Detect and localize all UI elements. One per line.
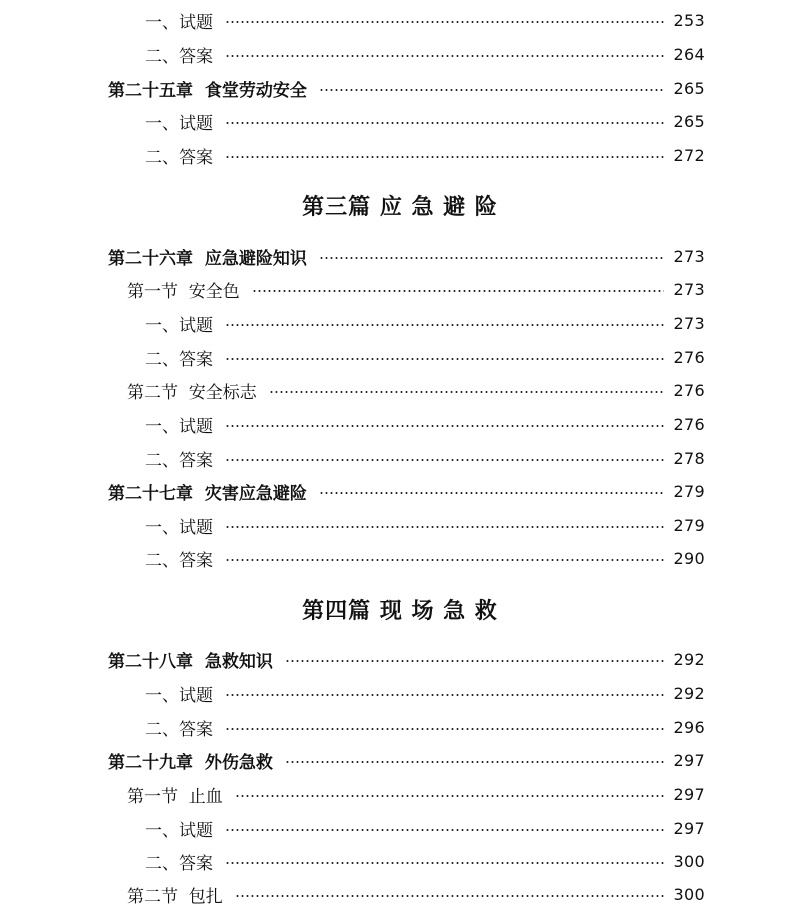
- toc-entry: [145, 508, 705, 542]
- toc-entry-title: 一、试题: [145, 685, 213, 706]
- toc-section-entry: [127, 877, 705, 911]
- dot-leader: [225, 829, 664, 831]
- toc-section-entry: [127, 373, 705, 407]
- toc-entry: [145, 37, 705, 71]
- toc-entry-title: 二、答案: [145, 349, 213, 370]
- toc-entry-title: 第二十七章 灾害应急避险: [108, 483, 307, 504]
- part-heading: 第三篇 应 急 避 险: [302, 195, 498, 220]
- dot-leader: [225, 21, 664, 23]
- toc-page-number: 292: [673, 683, 705, 703]
- toc-entry: [145, 811, 705, 845]
- toc-entry-title: 第二十六章 应急避险知识: [108, 248, 307, 269]
- toc-chapter-entry: [108, 743, 705, 777]
- dot-leader: [225, 728, 664, 730]
- toc-entry: [145, 407, 705, 441]
- dot-leader: [225, 55, 664, 57]
- toc-page-number: 300: [673, 851, 705, 871]
- toc-entry-title: 一、试题: [145, 12, 213, 33]
- toc-entry: [145, 340, 705, 374]
- toc-entry: [145, 441, 705, 475]
- toc-page-number: 290: [673, 548, 705, 568]
- toc-page-number: 276: [673, 380, 705, 400]
- dot-leader: [225, 862, 664, 864]
- toc-page-number: 265: [673, 111, 705, 131]
- dot-leader: [285, 660, 664, 662]
- dot-leader: [269, 391, 664, 393]
- dot-leader: [225, 694, 664, 696]
- dot-leader: [235, 795, 664, 797]
- dot-leader: [225, 425, 664, 427]
- toc-chapter-entry: [108, 239, 705, 273]
- toc-entry-title: 二、答案: [145, 853, 213, 874]
- toc-entry: [145, 104, 705, 138]
- toc-section-entry: [127, 777, 705, 811]
- toc-entry-title: 二、答案: [145, 46, 213, 67]
- toc-page-number: 264: [673, 44, 705, 64]
- dot-leader: [225, 358, 664, 360]
- toc-entry-title: 二、答案: [145, 450, 213, 471]
- toc-chapter-entry: [108, 474, 705, 508]
- toc-page-number: 276: [673, 414, 705, 434]
- toc-entry-title: 一、试题: [145, 315, 213, 336]
- dot-leader: [225, 122, 664, 124]
- toc-entry-title: 二、答案: [145, 719, 213, 740]
- dot-leader: [319, 257, 664, 259]
- dot-leader: [319, 492, 664, 494]
- toc-entry-title: 一、试题: [145, 416, 213, 437]
- toc-entry: [145, 676, 705, 710]
- toc-page-number: 273: [673, 246, 705, 266]
- dot-leader: [225, 459, 664, 461]
- toc-entry-title: 第二十五章 食堂劳动安全: [108, 80, 307, 101]
- toc-page-number: 292: [673, 649, 705, 669]
- toc-entry-title: 第二十八章 急救知识: [108, 651, 273, 672]
- toc-page-number: 279: [673, 515, 705, 535]
- toc-entry-title: 二、答案: [145, 550, 213, 571]
- toc-section-entry: [127, 272, 705, 306]
- dot-leader: [225, 526, 664, 528]
- toc-page-number: 297: [673, 750, 705, 770]
- toc-page-number: 279: [673, 481, 705, 501]
- toc-entry-title: 一、试题: [145, 517, 213, 538]
- toc-entry-title: 二、答案: [145, 147, 213, 168]
- toc-page-number: 296: [673, 717, 705, 737]
- toc-entry: [145, 844, 705, 878]
- dot-leader: [252, 290, 664, 292]
- dot-leader: [235, 895, 664, 897]
- dot-leader: [225, 324, 664, 326]
- toc-entry-title: 第一节 止血: [127, 786, 223, 807]
- toc-entry: [145, 138, 705, 172]
- toc-entry-title: 一、试题: [145, 113, 213, 134]
- toc-chapter-entry: [108, 642, 705, 676]
- dot-leader: [225, 559, 664, 561]
- toc-page-number: 276: [673, 347, 705, 367]
- toc-page-number: 297: [673, 784, 705, 804]
- toc-entry-title: 第二节 包扎: [127, 886, 223, 907]
- toc-entry-title: 一、试题: [145, 820, 213, 841]
- dot-leader: [225, 156, 664, 158]
- toc-page-number: 297: [673, 818, 705, 838]
- dot-leader: [319, 89, 664, 91]
- dot-leader: [285, 761, 664, 763]
- toc-entry: [145, 541, 705, 575]
- part-heading: 第四篇 现 场 急 救: [302, 599, 498, 624]
- toc-page-number: 253: [673, 10, 705, 30]
- toc-page-number: 265: [673, 78, 705, 98]
- toc-page-number: 273: [673, 279, 705, 299]
- toc-page-number: 300: [673, 884, 705, 904]
- toc-entry-title: 第二十九章 外伤急救: [108, 752, 273, 773]
- toc-entry-title: 第二节 安全标志: [127, 382, 257, 403]
- toc-entry-title: 第一节 安全色: [127, 281, 240, 302]
- toc-entry: [145, 710, 705, 744]
- toc-entry: [145, 3, 705, 37]
- toc-entry: [145, 306, 705, 340]
- toc-page-number: 278: [673, 448, 705, 468]
- toc-chapter-entry: [108, 71, 705, 105]
- toc-page-number: 272: [673, 145, 705, 165]
- toc-page-number: 273: [673, 313, 705, 333]
